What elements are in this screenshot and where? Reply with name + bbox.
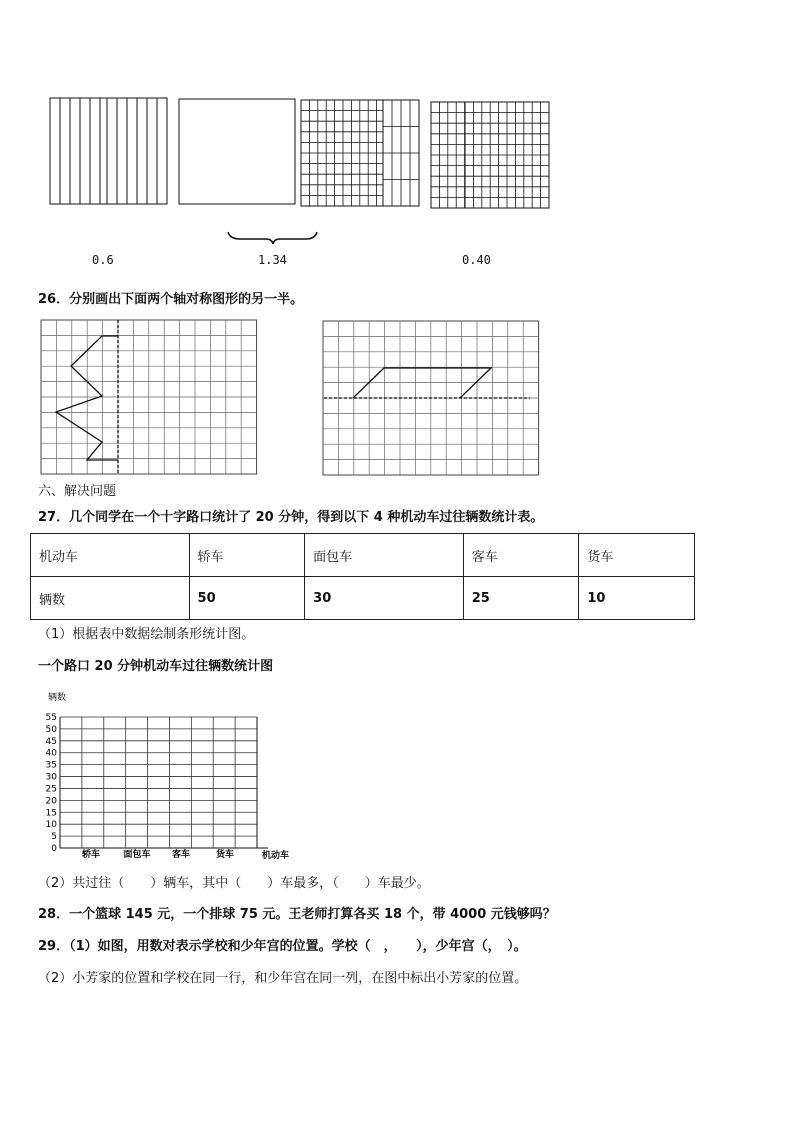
q27-title: 27．几个同学在一个十字路口统计了 20 分钟，得到以下 4 种机动车过往辆数统计表。 — [38, 510, 544, 525]
x-tick-label: 货车 — [215, 850, 235, 860]
q27-part1: （1）根据表中数据绘制条形统计图。 — [38, 627, 255, 642]
table-value-row — [31, 577, 695, 620]
y-tick-label: 5 — [51, 832, 57, 843]
table-cell: 30 — [305, 577, 464, 620]
table-cell: 50 — [189, 577, 305, 620]
table-cell: 辆数 — [31, 577, 190, 620]
table-cell: 面包车 — [305, 534, 464, 577]
x-tick-label: 轿车 — [81, 850, 101, 860]
q25-label-1: 1.34 — [258, 253, 287, 267]
y-tick-label: 40 — [45, 748, 57, 759]
table-header-row — [31, 534, 695, 577]
symmetry-grid-left — [41, 320, 257, 474]
table-cell: 10 — [579, 577, 695, 620]
table-cell: 轿车 — [189, 534, 305, 577]
x-tick-label: 客车 — [171, 850, 191, 860]
chart-title: 一个路口 20 分钟机动车过往辆数统计图 — [38, 659, 274, 674]
y-tick-label: 35 — [45, 760, 57, 771]
table-cell: 25 — [463, 577, 579, 620]
vehicle-count-table — [30, 533, 695, 620]
chart-xlabel: 机动车 — [262, 851, 290, 861]
chart-ylabel: 辆数 — [48, 693, 67, 703]
y-tick-label: 15 — [45, 808, 57, 819]
y-tick-label: 10 — [45, 820, 57, 831]
y-tick-label: 0 — [51, 844, 57, 854]
q29-part2: （2）小芳家的位置和学校在同一行，和少年宫在同一列，在图中标出小芳家的位置。 — [38, 971, 528, 986]
half-figure-right — [353, 368, 491, 398]
q27-part2: （2）共过往（ ）辆车，其中（ ）车最多，（ ）车最少。 — [38, 876, 430, 891]
y-tick-label: 20 — [45, 796, 57, 807]
q29-part1: 29．（1）如图，用数对表示学校和少年宫的位置。学校（ ， ），少年宫（， ）。 — [38, 939, 527, 954]
y-tick-label: 25 — [45, 784, 57, 795]
q28-text: 28．一个篮球 145 元，一个排球 75 元。王老师打算各买 18 个，带 4000 元钱够吗？ — [38, 907, 556, 922]
q26-title: 26．分别画出下面两个轴对称图形的另一半。 — [38, 292, 304, 307]
y-tick-label: 55 — [45, 713, 57, 723]
table-cell: 货车 — [579, 534, 695, 577]
y-tick-label: 45 — [45, 736, 57, 747]
y-tick-label: 30 — [45, 772, 57, 783]
x-tick-label: 面包车 — [123, 850, 151, 860]
brace-mark — [228, 232, 317, 244]
section-title: 六、解决问题 — [38, 484, 117, 499]
q25-label-2: 0.40 — [462, 253, 491, 267]
table-cell: 客车 — [463, 534, 579, 577]
y-tick-label: 50 — [45, 724, 57, 735]
table-cell: 机动车 — [31, 534, 190, 577]
q25-label-0: 0.6 — [92, 253, 114, 267]
